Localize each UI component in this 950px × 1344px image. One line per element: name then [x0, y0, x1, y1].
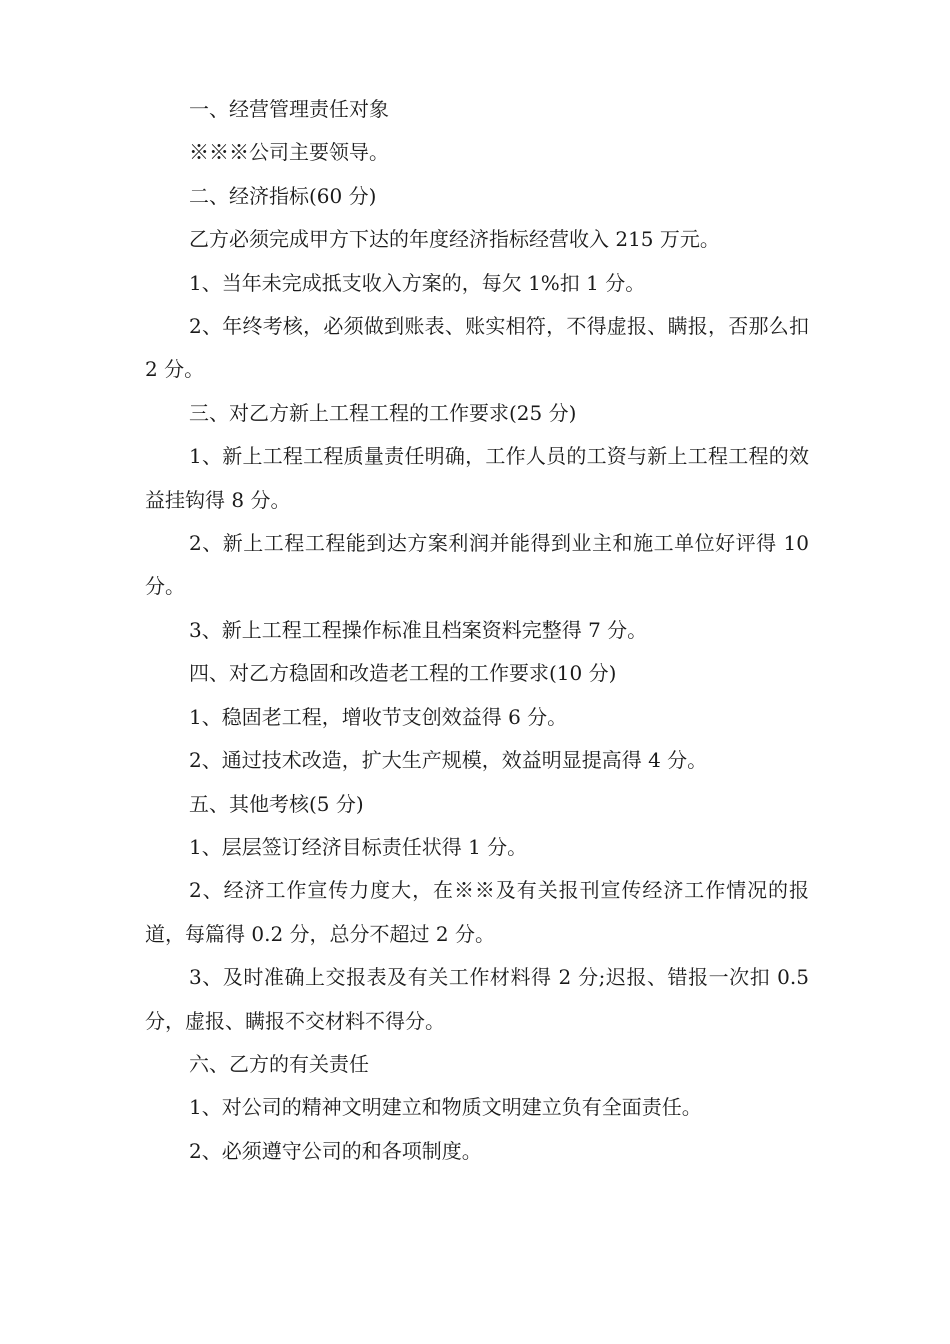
section-heading-4: 四、对乙方稳固和改造老工程的工作要求(10 分) [189, 661, 617, 686]
paragraph: 2、必须遵守公司的和各项制度。 [189, 1138, 482, 1163]
paragraph: 1、层层签订经济目标责任状得 1 分。 [189, 834, 528, 859]
paragraph: 乙方必须完成甲方下达的年度经济指标经营收入 215 万元。 [189, 227, 720, 252]
paragraph: 2、通过技术改造，扩大生产规模，效益明显提高得 4 分。 [189, 748, 708, 773]
paragraph: 1、当年未完成抵支收入方案的，每欠 1%扣 1 分。 [189, 270, 646, 295]
paragraph: 2、经济工作宣传力度大，在※※及有关报刊宣传经济工作情况的报道，每篇得 0.2 分，总分不超过 2 分。 [145, 878, 809, 946]
paragraph: 3、新上工程工程操作标准且档案资料完整得 7 分。 [189, 617, 648, 642]
section-heading-1: 一、经营管理责任对象 [189, 97, 389, 121]
document-body [145, 88, 809, 1173]
section-heading-6: 六、乙方的有关责任 [189, 1051, 369, 1076]
paragraph: 3、及时准确上交报表及有关工作材料得 2 分;迟报、错报一次扣 0.5 分，虚报、瞒报不交材料不得分。 [145, 965, 809, 1033]
paragraph: ※※※公司主要领导。 [189, 140, 389, 165]
paragraph: 2、新上工程工程能到达方案利润并能得到业主和施工单位好评得 10 分。 [145, 531, 809, 599]
section-heading-2: 二、经济指标(60 分) [189, 183, 377, 208]
paragraph: 1、稳固老工程，增收节支创效益得 6 分。 [189, 704, 568, 729]
paragraph: 1、新上工程工程质量责任明确，工作人员的工资与新上工程工程的效益挂钩得 8 分。 [145, 444, 809, 512]
section-heading-3: 三、对乙方新上工程工程的工作要求(25 分) [189, 400, 577, 425]
section-heading-5: 五、其他考核(5 分) [189, 791, 364, 816]
paragraph: 2、年终考核，必须做到账表、账实相符，不得虚报、瞒报，否那么扣 2 分。 [145, 314, 809, 382]
paragraph: 1、对公司的精神文明建立和物质文明建立负有全面责任。 [189, 1095, 702, 1120]
